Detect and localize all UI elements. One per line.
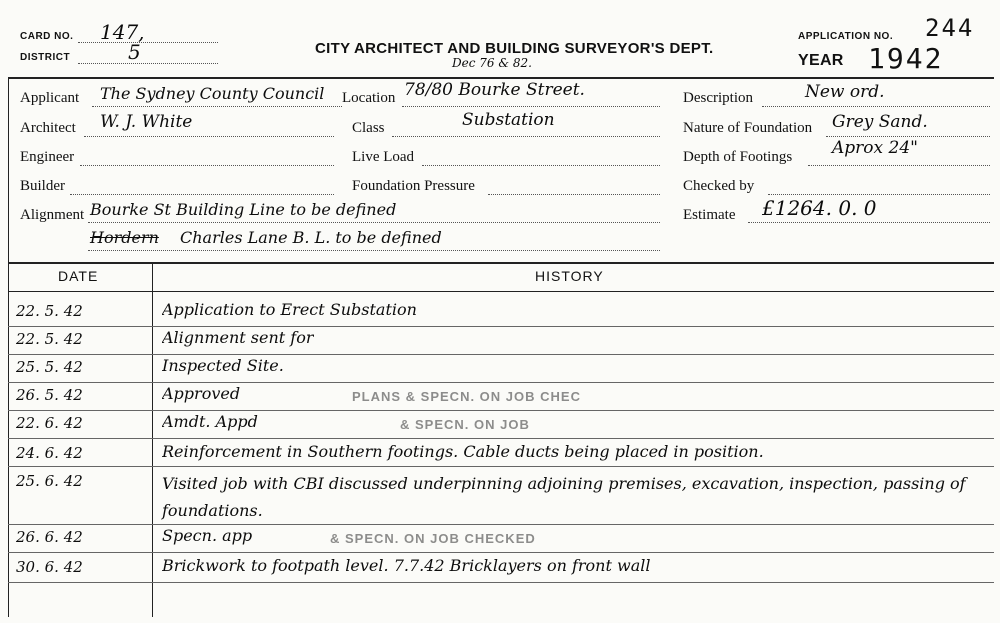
location-label: Location	[342, 90, 396, 106]
history-stamp: & SPECN. ON JOB CHECKED	[330, 531, 536, 546]
history-top-rule	[8, 262, 994, 264]
history-stamp: & SPECN. ON JOB	[400, 417, 530, 432]
history-entry: Reinforcement in Southern footings. Cable ducts being placed in position.	[162, 442, 764, 461]
builder-line	[70, 194, 334, 195]
depth-line	[808, 165, 990, 166]
history-header-rule	[8, 291, 994, 292]
history-row-rule	[8, 552, 994, 553]
class-line	[392, 136, 660, 137]
foundation-line	[826, 136, 990, 137]
applicant-label: Applicant	[20, 90, 80, 106]
history-header: HISTORY	[535, 268, 604, 284]
engineer-line	[80, 165, 334, 166]
history-entry: Inspected Site.	[162, 356, 284, 375]
history-entry: Approved	[162, 384, 241, 403]
history-date: 26. 6. 42	[16, 528, 83, 546]
location-value: 78/80 Bourke Street.	[404, 80, 585, 100]
card-no-line	[78, 42, 218, 43]
history-date: 22. 6. 42	[16, 414, 83, 432]
date-header: DATE	[58, 268, 99, 284]
history-entry: Application to Erect Substation	[162, 300, 417, 319]
architect-line	[84, 136, 334, 137]
history-row-rule	[8, 410, 994, 411]
district-label: DISTRICT	[20, 52, 71, 63]
depth-value: Aprox 24"	[832, 138, 918, 158]
class-value: Substation	[462, 110, 555, 130]
estimate-label: Estimate	[683, 207, 736, 223]
live-load-line	[422, 165, 660, 166]
engineer-label: Engineer	[20, 149, 75, 165]
checked-label: Checked by	[683, 178, 755, 194]
estimate-value: £1264. 0. 0	[762, 196, 877, 220]
history-row-rule	[8, 466, 994, 467]
class-label: Class	[352, 120, 385, 136]
builder-label: Builder	[20, 178, 65, 194]
alignment-value-1: Bourke St Building Line to be defined	[90, 200, 397, 219]
alignment-line-2	[88, 250, 660, 251]
year-label: YEAR	[798, 52, 844, 69]
history-entry: Specn. app	[162, 526, 253, 545]
alignment-line-1	[88, 222, 660, 223]
foundation-pressure-label: Foundation Pressure	[352, 178, 475, 194]
foundation-value: Grey Sand.	[832, 112, 928, 132]
history-entry: Amdt. Appd	[162, 412, 258, 431]
description-line	[762, 106, 990, 107]
top-rule	[8, 77, 994, 79]
description-label: Description	[683, 90, 753, 106]
history-entry: Brickwork to footpath level. 7.7.42 Bricklayers on front wall	[162, 556, 651, 575]
history-row-rule	[8, 524, 994, 525]
architect-value: W. J. White	[100, 112, 193, 132]
district-line	[78, 63, 218, 64]
foundation-label: Nature of Foundation	[683, 120, 813, 136]
location-line	[402, 106, 660, 107]
architect-label: Architect	[20, 120, 76, 136]
history-row-rule	[8, 438, 994, 439]
history-row-rule	[8, 582, 994, 583]
year-value: 1942	[868, 42, 944, 75]
history-date: 25. 5. 42	[16, 358, 83, 376]
history-stamp: PLANS & SPECN. ON JOB CHEC	[352, 389, 581, 404]
dept-note: Dec 76 & 82.	[452, 56, 532, 70]
applicant-value: The Sydney County Council	[100, 84, 325, 103]
alignment-label: Alignment	[20, 207, 85, 223]
history-row-rule	[8, 354, 994, 355]
district-value: 5	[128, 40, 141, 64]
dept-title: CITY ARCHITECT AND BUILDING SURVEYOR'S DEPT.	[315, 40, 714, 57]
history-date: 30. 6. 42	[16, 558, 83, 576]
history-date: 22. 5. 42	[16, 302, 83, 320]
live-load-label: Live Load	[352, 149, 415, 165]
checked-line	[768, 194, 990, 195]
alignment-struck: Hordern	[90, 228, 159, 247]
history-date: 24. 6. 42	[16, 444, 83, 462]
applicant-line	[92, 106, 342, 107]
card-no-value: 147,	[100, 20, 145, 44]
alignment-value-2: Charles Lane B. L. to be defined	[180, 228, 442, 247]
application-label: APPLICATION NO.	[798, 31, 894, 42]
card-no-label: CARD NO.	[20, 31, 74, 42]
history-date: 22. 5. 42	[16, 330, 83, 348]
description-value: New ord.	[805, 82, 885, 102]
left-border	[8, 77, 9, 617]
history-row-rule	[8, 326, 994, 327]
history-entry: Visited job with CBI discussed underpinning adjoining premises, excavation, inspection, passing of foundations.	[162, 474, 966, 520]
history-entry: Alignment sent for	[162, 328, 314, 347]
estimate-line	[748, 222, 990, 223]
history-row-rule	[8, 382, 994, 383]
history-date: 26. 5. 42	[16, 386, 83, 404]
date-column-divider	[152, 262, 153, 617]
application-value: 244	[925, 14, 975, 42]
foundation-pressure-line	[488, 194, 660, 195]
depth-label: Depth of Footings	[683, 149, 793, 165]
history-date: 25. 6. 42	[16, 472, 83, 490]
